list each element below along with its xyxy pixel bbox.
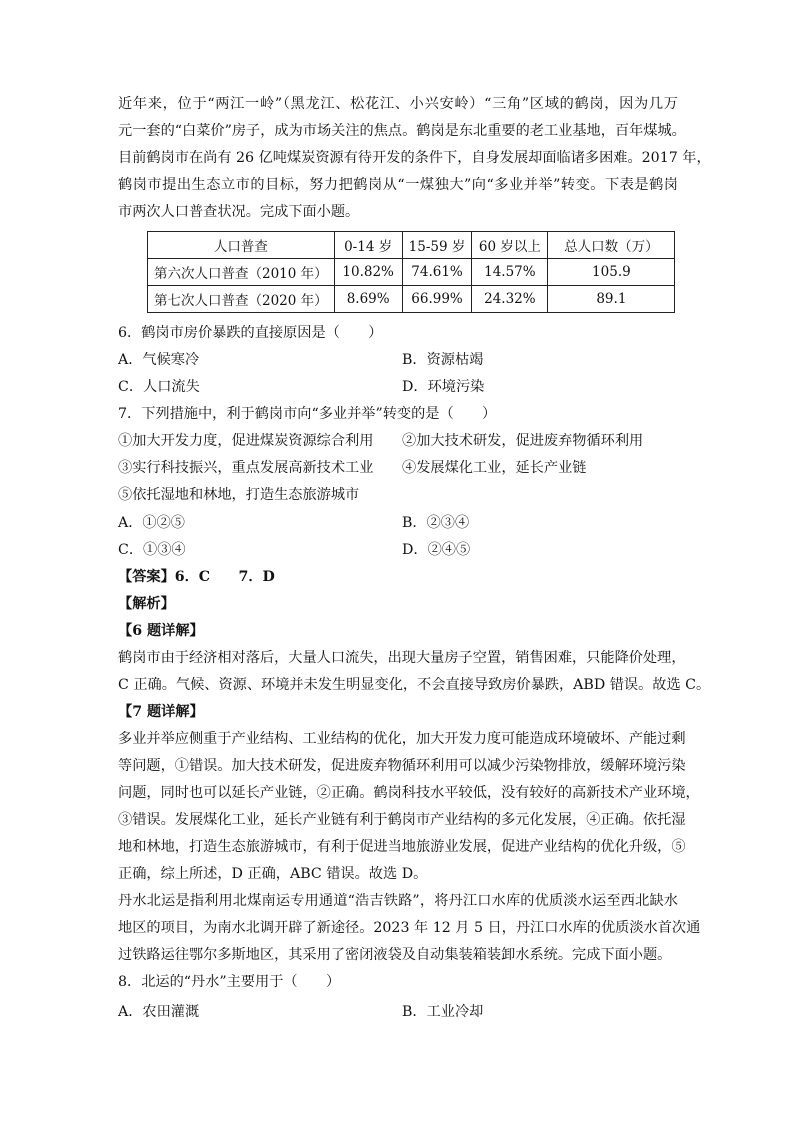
table-cell: 66.99% xyxy=(402,286,472,313)
detail-7-line-5: 地和林地，打造生态旅游城市，有利于促进当地旅游业发展，促进产业结构的优化升级，⑤ xyxy=(118,839,686,855)
question-7-option-d: D．②④⑤ xyxy=(402,542,471,558)
intro-line-4: 鹤岗市提出生态立市的目标，努力把鹤岗从“一煤独大”向“多业并举”转变。下表是鹤岗 xyxy=(118,177,678,193)
answer-line: 【答案】6．C 7．D xyxy=(118,569,275,585)
question-8-option-a: A．农田灌溉 xyxy=(118,1004,200,1020)
table-header-cell: 0-14 岁 xyxy=(334,232,402,259)
detail-7-line-6: 正确，综上所述，D 正确，ABC 错误。故选 D。 xyxy=(118,866,428,882)
detail-7-line-1: 多业并举应侧重于产业结构、工业结构的优化，加大开发力度可能造成环境破坏、产能过剩 xyxy=(118,731,686,747)
question-7-option-a: A．①②⑤ xyxy=(118,515,185,531)
table-row xyxy=(148,286,675,313)
table-cell: 74.61% xyxy=(402,259,472,286)
table-cell: 24.32% xyxy=(472,286,548,313)
intro2-line-3: 过铁路运往鄂尔多斯地区，其采用了密闭液袋及自动集装箱装卸水系统。完成下面小题。 xyxy=(118,947,672,963)
table-cell: 第七次人口普查（2020 年） xyxy=(148,286,335,313)
question-6-stem: 6．鹤岗市房价暴跌的直接原因是（ ） xyxy=(118,325,383,341)
intro-line-5: 市两次人口普查状况。完成下面小题。 xyxy=(118,204,360,220)
table-header-cell: 60 岁以上 xyxy=(472,232,548,259)
intro-line-2: 元一套的“白菜价”房子，成为市场关注的焦点。鹤岗是东北重要的老工业基地，百年煤城。 xyxy=(118,123,686,139)
question-6-option-c: C．人口流失 xyxy=(118,379,200,395)
census-table xyxy=(147,231,675,313)
detail-6-line-2: C 正确。气候、资源、环境并未发生明显变化，不会直接导致房价暴跌，ABD 错误。故选 C。 xyxy=(118,677,711,693)
question-6-option-a: A．气候寒冷 xyxy=(118,352,200,368)
intro-line-1: 近年来，位于“两江一岭”（黑龙江、松花江、小兴安岭）“三角”区域的鹤岗，因为几万 xyxy=(118,96,678,112)
detail-6-line-1: 鹤岗市由于经济相对落后，大量人口流失，出现大量房子空置，销售困难，只能降价处理， xyxy=(118,650,686,666)
question-8-option-b: B．工业冷却 xyxy=(402,1004,484,1020)
detail-6-heading: 【6 题详解】 xyxy=(118,623,204,639)
detail-7-line-2: 等问题，①错误。加大技术研发，促进废弃物循环利用可以减少污染物排放，缓解环境污染 xyxy=(118,758,686,774)
table-cell: 10.82% xyxy=(334,259,402,286)
question-7-stem: 7．下列措施中，利于鹤岗市向“多业并举”转变的是（ ） xyxy=(118,406,497,422)
table-cell: 89.1 xyxy=(548,286,675,313)
intro2-line-2: 地区的项目，为南水北调开辟了新途径。2023 年 12 月 5 日，丹江口水库的优质淡水首次通 xyxy=(118,920,701,936)
intro-line-3: 目前鹤岗市在尚有 26 亿吨煤炭资源有待开发的条件下，自身发展却面临诸多困难。2017 年， xyxy=(118,150,711,166)
question-7-item-3: ③实行科技振兴，重点发展高新技术工业 xyxy=(118,460,374,476)
question-7-item-4: ④发展煤化工业，延长产业链 xyxy=(402,460,587,476)
question-7-option-c: C．①③④ xyxy=(118,542,186,558)
detail-7-line-4: ③错误。发展煤化工业，延长产业链有利于鹤岗市产业结构的多元化发展，④正确。依托湿 xyxy=(118,812,686,828)
table-header-row xyxy=(148,232,675,259)
table-header-cell: 总人口数（万） xyxy=(548,232,675,259)
question-7-item-2: ②加大技术研发，促进废弃物循环利用 xyxy=(402,433,644,449)
question-6-option-b: B．资源枯竭 xyxy=(402,352,484,368)
question-6-option-d: D．环境污染 xyxy=(402,379,485,395)
detail-7-heading: 【7 题详解】 xyxy=(118,704,204,720)
table-header-cell: 人口普查 xyxy=(148,232,335,259)
question-8-stem: 8．北运的“丹水”主要用于（ ） xyxy=(118,974,341,990)
table-cell: 105.9 xyxy=(548,259,675,286)
table-cell: 8.69% xyxy=(334,286,402,313)
intro2-line-1: 丹水北运是指利用北煤南运专用通道“浩吉铁路”，将丹江口水库的优质淡水运至西北缺水 xyxy=(118,893,678,909)
table-row xyxy=(148,259,675,286)
analysis-heading: 【解析】 xyxy=(118,596,175,612)
question-7-item-1: ①加大开发力度，促进煤炭资源综合利用 xyxy=(118,433,374,449)
table-cell: 第六次人口普查（2010 年） xyxy=(148,259,335,286)
question-7-item-5: ⑤依托湿地和林地，打造生态旅游城市 xyxy=(118,487,360,503)
detail-7-line-3: 问题，同时也可以延长产业链，②正确。鹤岗科技水平较低，没有较好的高新技术产业环境， xyxy=(118,785,700,801)
table-header-cell: 15-59 岁 xyxy=(402,232,472,259)
question-7-option-b: B．②③④ xyxy=(402,515,470,531)
table-cell: 14.57% xyxy=(472,259,548,286)
